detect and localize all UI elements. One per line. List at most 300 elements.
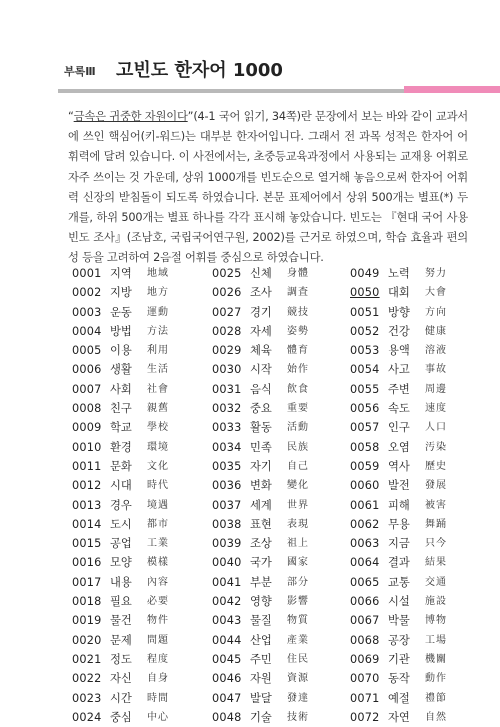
entry-hanja: 機關 (425, 653, 447, 665)
intro-paragraph (68, 107, 468, 269)
entry-number: 0027 (212, 305, 242, 319)
word-entry (350, 611, 490, 630)
entry-hanja: 資源 (287, 673, 309, 685)
entry-korean: 도시 (110, 517, 132, 531)
entry-number: 0023 (72, 691, 102, 705)
entry-number: 0057 (350, 421, 380, 435)
entry-number: 0032 (212, 402, 242, 416)
entry-hanja: 施設 (425, 596, 447, 608)
entry-hanja: 部分 (287, 576, 309, 588)
entry-korean: 친구 (110, 402, 132, 416)
entry-hanja: 變化 (287, 480, 309, 492)
entry-hanja: 只今 (425, 538, 447, 550)
entry-hanja: 始作 (287, 364, 309, 376)
entry-number: 0030 (212, 363, 242, 377)
entry-hanja: 時代 (147, 480, 169, 492)
word-entry (212, 438, 352, 457)
entry-korean: 박물 (388, 614, 410, 628)
word-entry (72, 457, 212, 476)
entry-hanja: 自身 (147, 673, 169, 685)
entry-korean: 내용 (110, 575, 132, 589)
entry-number: 0007 (72, 382, 102, 396)
entry-korean: 대회 (388, 286, 410, 300)
word-entry (212, 457, 352, 476)
entry-number: 0036 (212, 479, 242, 493)
word-entry (72, 418, 212, 437)
word-entry (72, 496, 212, 515)
word-entry (72, 611, 212, 630)
intro-text: ”(4-1 국어 읽기, 34쪽)란 문장에서 보는 바와 같이 교과서에 쓰인 핵심어(키-워드)는 대부분 한자어입니다. 그래서 전 과목 성적은 한자어 어휘력에 달려 있습니다. 이 사전에서는, 초중등교육과정에서 사용되는 교재용 어휘로 자주 쓰이는 것 가운데, 상위 1000개를 빈도순으로 열거해 놓음으로써 한자어 어휘력 신장의 받침돌이 되도록 하였습니다. 본문 표제어에서 상위 500개는 별표(*) 두 개를, 하위 500개는 별표 하나를 각각 표시해 놓았습니다. 빈도는 『현대 국어 사용 빈도 조사』(조남호, 국립국어연구원, 2002)를 근거로 하였으며, 학습 효율과 편의성 등을 고려하여 2음절 어휘를 중심으로 하였습니다. (68, 110, 468, 265)
entry-korean: 조상 (250, 537, 272, 551)
entry-hanja: 地域 (147, 268, 169, 279)
word-entry (350, 689, 490, 708)
entry-hanja: 重要 (287, 403, 309, 415)
entry-korean: 중요 (250, 402, 272, 416)
word-entry (350, 592, 490, 611)
entry-korean: 필요 (110, 595, 132, 609)
entry-korean: 공업 (110, 537, 132, 551)
word-entry (212, 341, 352, 360)
entry-korean: 발달 (250, 691, 272, 705)
entry-number: 0029 (212, 344, 242, 358)
entry-hanja: 產業 (287, 634, 309, 646)
entry-number: 0015 (72, 537, 102, 551)
entry-korean: 표현 (250, 517, 272, 531)
word-entry (350, 534, 490, 553)
word-entry (350, 438, 490, 457)
word-entry (350, 322, 490, 341)
entry-korean: 인구 (388, 421, 410, 435)
word-entry (212, 476, 352, 495)
entry-korean: 영향 (250, 595, 272, 609)
entry-korean: 자신 (110, 672, 132, 686)
entry-number: 0041 (212, 575, 242, 589)
entry-hanja: 方向 (425, 306, 447, 318)
entry-number: 0025 (212, 267, 242, 280)
word-entry (212, 669, 352, 688)
entry-number: 0068 (350, 633, 380, 647)
word-entry (212, 708, 352, 727)
entry-hanja: 必要 (147, 596, 169, 608)
word-entry (72, 515, 212, 534)
entry-number: 0066 (350, 595, 380, 609)
entry-hanja: 禮節 (425, 692, 447, 704)
entry-number: 0034 (212, 440, 242, 454)
appendix-label: 부록Ⅲ (64, 65, 96, 78)
entry-number: 0028 (212, 324, 242, 338)
word-entry (212, 360, 352, 379)
entry-korean: 자원 (250, 672, 272, 686)
word-entry (350, 380, 490, 399)
entry-korean: 정도 (110, 652, 132, 666)
header-rule (58, 89, 404, 93)
entry-hanja: 中心 (147, 711, 169, 723)
entry-number: 0020 (72, 633, 102, 647)
entry-korean: 지방 (110, 286, 132, 300)
entry-number: 0026 (212, 286, 242, 300)
entry-korean: 자기 (250, 459, 272, 473)
word-entry (212, 689, 352, 708)
word-list-column-1 (72, 264, 212, 727)
entry-number: 0018 (72, 595, 102, 609)
entry-hanja: 環境 (147, 441, 169, 453)
entry-korean: 노력 (388, 267, 410, 280)
entry-korean: 교통 (388, 575, 410, 589)
word-entry (212, 322, 352, 341)
entry-hanja: 汚染 (425, 441, 447, 453)
entry-hanja: 生活 (147, 364, 169, 376)
entry-korean: 물건 (110, 614, 132, 628)
entry-hanja: 健康 (425, 325, 447, 337)
entry-hanja: 活動 (287, 422, 309, 434)
entry-number: 0019 (72, 614, 102, 628)
word-entry (212, 573, 352, 592)
entry-number: 0021 (72, 652, 102, 666)
word-entry (212, 418, 352, 437)
entry-hanja: 國家 (287, 557, 309, 569)
entry-hanja: 學校 (147, 422, 169, 434)
entry-hanja: 自然 (425, 711, 447, 723)
word-entry (212, 303, 352, 322)
entry-number: 0059 (350, 459, 380, 473)
entry-korean: 발전 (388, 479, 410, 493)
word-entry (72, 650, 212, 669)
word-entry (212, 264, 352, 283)
entry-hanja: 飮食 (287, 383, 309, 395)
entry-number: 0042 (212, 595, 242, 609)
entry-hanja: 時間 (147, 692, 169, 704)
word-entry (212, 611, 352, 630)
word-entry (72, 631, 212, 650)
entry-hanja: 民族 (287, 441, 309, 453)
entry-korean: 자세 (250, 324, 272, 338)
entry-korean: 예절 (388, 691, 410, 705)
entry-korean: 주민 (250, 652, 272, 666)
entry-hanja: 技術 (287, 711, 309, 723)
entry-number: 0003 (72, 305, 102, 319)
entry-korean: 오염 (388, 440, 410, 454)
entry-number: 0058 (350, 440, 380, 454)
entry-number: 0013 (72, 498, 102, 512)
entry-hanja: 方法 (147, 325, 169, 337)
entry-korean: 기관 (388, 652, 410, 666)
entry-hanja: 結果 (425, 557, 447, 569)
word-entry (212, 496, 352, 515)
entry-korean: 역사 (388, 459, 410, 473)
entry-korean: 건강 (388, 324, 410, 338)
entry-number: 0045 (212, 652, 242, 666)
entry-number: 0043 (212, 614, 242, 628)
word-entry (350, 418, 490, 437)
word-entry (72, 303, 212, 322)
entry-korean: 방법 (110, 324, 132, 338)
entry-korean: 산업 (250, 633, 272, 647)
word-entry (350, 573, 490, 592)
entry-number: 0031 (212, 382, 242, 396)
entry-hanja: 都市 (147, 518, 169, 530)
word-entry (72, 264, 212, 283)
entry-number: 0002 (72, 286, 102, 300)
entry-korean: 문화 (110, 459, 132, 473)
entry-number: 0060 (350, 479, 380, 493)
entry-hanja: 歷史 (425, 460, 447, 472)
word-entry (72, 553, 212, 572)
page-title: 고빈도 한자어 1000 (116, 60, 283, 81)
entry-korean: 피해 (388, 498, 410, 512)
entry-korean: 운동 (110, 305, 132, 319)
entry-korean: 시설 (388, 595, 410, 609)
word-entry (72, 476, 212, 495)
entry-korean: 무용 (388, 517, 410, 531)
word-entry (350, 283, 490, 302)
entry-hanja: 周邊 (425, 383, 447, 395)
entry-hanja: 交通 (425, 576, 447, 588)
entry-number: 0040 (212, 556, 242, 570)
entry-number: 0067 (350, 614, 380, 628)
entry-korean: 조사 (250, 286, 272, 300)
word-entry (212, 631, 352, 650)
entry-korean: 모양 (110, 556, 132, 570)
entry-number: 0048 (212, 710, 242, 724)
entry-number: 0054 (350, 363, 380, 377)
entry-hanja: 住民 (287, 653, 309, 665)
entry-hanja: 物件 (147, 615, 169, 627)
word-entry (350, 669, 490, 688)
entry-number: 0039 (212, 537, 242, 551)
entry-number: 0038 (212, 517, 242, 531)
entry-number: 0072 (350, 710, 380, 724)
entry-number: 0064 (350, 556, 380, 570)
intro-quote-open: “ (68, 110, 74, 123)
entry-hanja: 動作 (425, 673, 447, 685)
entry-korean: 공장 (388, 633, 410, 647)
entry-number: 0052 (350, 324, 380, 338)
entry-korean: 신체 (250, 267, 272, 280)
entry-number: 0004 (72, 324, 102, 338)
entry-hanja: 姿勢 (287, 325, 309, 337)
entry-number: 0024 (72, 710, 102, 724)
word-entry (350, 457, 490, 476)
entry-korean: 국가 (250, 556, 272, 570)
entry-hanja: 工場 (425, 634, 447, 646)
word-entry (72, 380, 212, 399)
entry-hanja: 發展 (425, 480, 447, 492)
entry-number: 0065 (350, 575, 380, 589)
entry-korean: 동작 (388, 672, 410, 686)
entry-hanja: 運動 (147, 306, 169, 318)
entry-number: 0035 (212, 459, 242, 473)
entry-number: 0009 (72, 421, 102, 435)
entry-hanja: 問題 (147, 634, 169, 646)
entry-korean: 시간 (110, 691, 132, 705)
word-entry (350, 476, 490, 495)
entry-number: 0053 (350, 344, 380, 358)
entry-number: 0050 (350, 286, 380, 300)
word-entry (212, 399, 352, 418)
entry-korean: 기술 (250, 710, 272, 724)
word-entry (72, 534, 212, 553)
entry-hanja: 被害 (425, 499, 447, 511)
entry-number: 0008 (72, 402, 102, 416)
entry-hanja: 社會 (147, 383, 169, 395)
entry-korean: 지역 (110, 267, 132, 280)
entry-hanja: 物質 (287, 615, 309, 627)
entry-number: 0017 (72, 575, 102, 589)
word-list-column-2 (212, 264, 352, 727)
entry-korean: 주변 (388, 382, 410, 396)
entry-hanja: 工業 (147, 538, 169, 550)
entry-hanja: 事故 (425, 364, 447, 376)
entry-hanja: 親舊 (147, 403, 169, 415)
entry-hanja: 世界 (287, 499, 309, 511)
entry-korean: 체육 (250, 344, 272, 358)
entry-hanja: 祖上 (287, 538, 309, 550)
entry-korean: 사회 (110, 382, 132, 396)
word-list-column-3 (350, 264, 490, 727)
entry-hanja: 利用 (147, 345, 169, 357)
entry-korean: 문제 (110, 633, 132, 647)
word-entry (350, 553, 490, 572)
word-entry (350, 496, 490, 515)
entry-korean: 활동 (250, 421, 272, 435)
entry-number: 0014 (72, 517, 102, 531)
word-entry (72, 399, 212, 418)
word-entry (212, 553, 352, 572)
entry-hanja: 溶液 (425, 345, 447, 357)
entry-korean: 시작 (250, 363, 272, 377)
entry-hanja: 發達 (287, 692, 309, 704)
entry-number: 0046 (212, 672, 242, 686)
word-entry (72, 689, 212, 708)
entry-hanja: 地方 (147, 287, 169, 299)
word-entry (212, 515, 352, 534)
entry-hanja: 身體 (287, 268, 309, 279)
entry-number: 0033 (212, 421, 242, 435)
entry-hanja: 影響 (287, 596, 309, 608)
entry-hanja: 程度 (147, 653, 169, 665)
entry-hanja: 內容 (147, 576, 169, 588)
entry-hanja: 大會 (425, 287, 447, 299)
entry-korean: 민족 (250, 440, 272, 454)
entry-number: 0022 (72, 672, 102, 686)
entry-korean: 지금 (388, 537, 410, 551)
entry-hanja: 表現 (287, 518, 309, 530)
entry-korean: 경기 (250, 305, 272, 319)
word-entry (212, 283, 352, 302)
word-entry (212, 380, 352, 399)
word-entry (72, 438, 212, 457)
word-entry (212, 534, 352, 553)
entry-korean: 물질 (250, 614, 272, 628)
entry-number: 0049 (350, 267, 380, 280)
entry-number: 0062 (350, 517, 380, 531)
entry-number: 0044 (212, 633, 242, 647)
entry-hanja: 模樣 (147, 557, 169, 569)
entry-korean: 학교 (110, 421, 132, 435)
entry-korean: 부분 (250, 575, 272, 589)
entry-hanja: 調査 (287, 287, 309, 299)
intro-quote-underlined: 금속은 귀중한 자원이다 (73, 110, 188, 123)
word-entry (350, 264, 490, 283)
entry-korean: 속도 (388, 402, 410, 416)
word-entry (72, 283, 212, 302)
entry-hanja: 競技 (287, 306, 309, 318)
word-entry (72, 360, 212, 379)
entry-korean: 음식 (250, 382, 272, 396)
word-entry (72, 573, 212, 592)
word-entry (72, 708, 212, 727)
word-entry (212, 592, 352, 611)
entry-number: 0069 (350, 652, 380, 666)
entry-korean: 환경 (110, 440, 132, 454)
word-entry (350, 360, 490, 379)
entry-number: 0070 (350, 672, 380, 686)
entry-number: 0005 (72, 344, 102, 358)
entry-number: 0061 (350, 498, 380, 512)
entry-number: 0010 (72, 440, 102, 454)
entry-hanja: 舞踊 (425, 518, 447, 530)
entry-number: 0056 (350, 402, 380, 416)
page-header (0, 55, 500, 95)
entry-korean: 경우 (110, 498, 132, 512)
entry-hanja: 文化 (147, 460, 169, 472)
entry-korean: 사고 (388, 363, 410, 377)
entry-number: 0051 (350, 305, 380, 319)
header-accent-bar (404, 86, 500, 93)
entry-hanja: 人口 (425, 422, 447, 434)
word-entry (350, 341, 490, 360)
word-entry (350, 303, 490, 322)
word-entry (72, 341, 212, 360)
entry-number: 0047 (212, 691, 242, 705)
entry-hanja: 博物 (425, 615, 447, 627)
entry-number: 0037 (212, 498, 242, 512)
entry-hanja: 體育 (287, 345, 309, 357)
entry-hanja: 境遇 (147, 499, 169, 511)
entry-number: 0063 (350, 537, 380, 551)
entry-korean: 결과 (388, 556, 410, 570)
entry-korean: 시대 (110, 479, 132, 493)
entry-number: 0001 (72, 267, 102, 280)
entry-korean: 방향 (388, 305, 410, 319)
entry-korean: 생활 (110, 363, 132, 377)
entry-number: 0011 (72, 459, 102, 473)
entry-korean: 용액 (388, 344, 410, 358)
word-entry (350, 631, 490, 650)
entry-hanja: 努力 (425, 268, 447, 279)
word-entry (350, 650, 490, 669)
word-entry (212, 650, 352, 669)
entry-korean: 이용 (110, 344, 132, 358)
word-entry (72, 592, 212, 611)
entry-korean: 중심 (110, 710, 132, 724)
word-entry (350, 515, 490, 534)
entry-number: 0055 (350, 382, 380, 396)
word-entry (350, 708, 490, 727)
entry-number: 0006 (72, 363, 102, 377)
entry-number: 0012 (72, 479, 102, 493)
word-entry (72, 322, 212, 341)
word-entry (350, 399, 490, 418)
entry-korean: 자연 (388, 710, 410, 724)
entry-hanja: 自己 (287, 460, 309, 472)
entry-korean: 변화 (250, 479, 272, 493)
entry-korean: 세계 (250, 498, 272, 512)
entry-number: 0071 (350, 691, 380, 705)
entry-hanja: 速度 (425, 403, 447, 415)
entry-number: 0016 (72, 556, 102, 570)
word-entry (72, 669, 212, 688)
